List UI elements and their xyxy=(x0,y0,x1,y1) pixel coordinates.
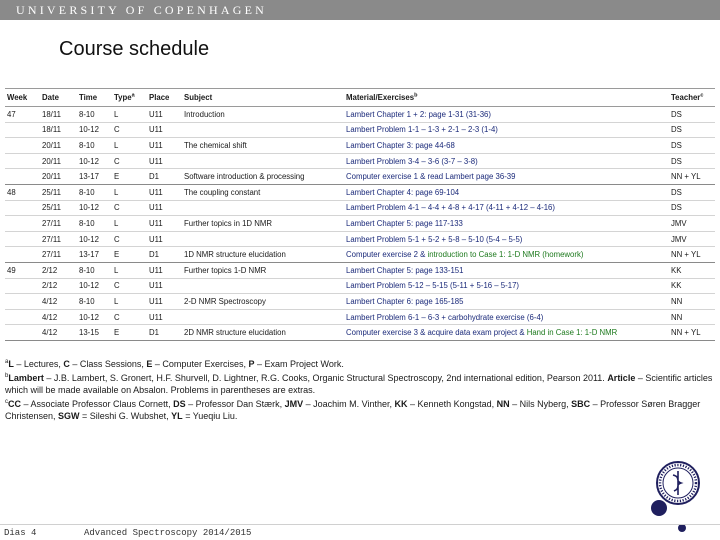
cell-week xyxy=(5,278,40,294)
cell-week xyxy=(5,200,40,216)
table-row xyxy=(5,309,715,325)
cell-date: 18/11 xyxy=(40,107,77,123)
cell-type: L xyxy=(112,262,147,278)
cell-material xyxy=(344,262,669,278)
footnote-c-ds: DS xyxy=(173,398,186,409)
footnote-c-nn: NN xyxy=(496,398,510,409)
table-row xyxy=(5,278,715,294)
course-name: Advanced Spectroscopy 2014/2015 xyxy=(84,528,252,538)
cell-subject: The chemical shift xyxy=(182,138,344,154)
cell-week xyxy=(5,247,40,263)
cell-material xyxy=(344,247,669,263)
cell-week xyxy=(5,138,40,154)
footnote-a-e-text: – Computer Exercises, xyxy=(152,359,249,369)
material-text: Lambert Chapter 6: page 165-185 xyxy=(346,296,464,306)
cell-time: 8-10 xyxy=(77,262,112,278)
cell-place: U11 xyxy=(147,200,182,216)
col-header-type-label: Type xyxy=(114,93,132,102)
cell-material xyxy=(344,107,669,123)
footnote-c-nn-text: – Nils Nyberg, xyxy=(509,398,572,409)
cell-time: 13-17 xyxy=(77,169,112,185)
university-seal-icon xyxy=(655,460,701,506)
cell-place: U11 xyxy=(147,107,182,123)
material-text: Lambert Problem 6-1 – 6-3 + carbohydrate exercise (6-4) xyxy=(346,312,544,322)
homework-text: introduction to Case 1: 1-D NMR (homework) xyxy=(427,250,584,260)
col-header-time: Time xyxy=(77,89,112,107)
cell-type: L xyxy=(112,138,147,154)
material-text: Lambert Chapter 5: page 133-151 xyxy=(346,265,464,275)
cell-time: 10-12 xyxy=(77,231,112,247)
col-header-teacher-label: Teacher xyxy=(671,93,701,102)
col-header-type-sup: a xyxy=(131,92,135,99)
footnote-a-p-text: – Exam Project Work. xyxy=(254,359,344,369)
cell-date: 18/11 xyxy=(40,122,77,138)
footnote-a-e: E xyxy=(146,359,153,369)
footnote-b-lambert: Lambert xyxy=(8,372,44,383)
footnotes xyxy=(5,358,717,424)
footnote-c-cc: CC xyxy=(8,398,21,409)
footnote-c-yl: YL xyxy=(171,411,183,421)
cell-material xyxy=(344,153,669,169)
footnote-c-jmv: JMV xyxy=(284,398,304,409)
cell-place: U11 xyxy=(147,262,182,278)
cell-date: 2/12 xyxy=(40,278,77,294)
cell-place: D1 xyxy=(147,247,182,263)
cell-date: 27/11 xyxy=(40,231,77,247)
footnote-b-text2: – Scientific articles which will be made available on Absalon. Problems in parentheses are extras. xyxy=(5,372,713,395)
col-header-subject: Subject xyxy=(182,89,344,107)
footnote-c-marker: c xyxy=(5,398,8,405)
cell-type: E xyxy=(112,247,147,263)
cell-subject: Software introduction & processing xyxy=(182,169,344,185)
cell-time: 13-15 xyxy=(77,325,112,341)
footnote-b-marker: b xyxy=(5,372,9,379)
cell-week xyxy=(5,325,40,341)
cell-material xyxy=(344,169,669,185)
material-text: Computer exercise 3 & acquire data exam project & xyxy=(346,328,527,338)
col-header-material xyxy=(344,89,669,107)
cell-material xyxy=(344,309,669,325)
cell-type: E xyxy=(112,169,147,185)
cell-week: 48 xyxy=(5,184,40,200)
table-row xyxy=(5,107,715,123)
cell-material xyxy=(344,278,669,294)
top-banner xyxy=(0,0,720,20)
table-row xyxy=(5,247,715,263)
cell-subject: The coupling constant xyxy=(182,184,344,200)
cell-teacher: DS xyxy=(669,153,715,169)
material-text: Lambert Problem 4-1 – 4-4 + 4-8 + 4-17 (4-11 + 4-12 – 4-16) xyxy=(346,203,555,213)
footnote-c-sbc-text: – Professor Søren Bragger Christensen, xyxy=(5,398,701,421)
cell-week xyxy=(5,216,40,232)
cell-place: U11 xyxy=(147,309,182,325)
cell-teacher: NN xyxy=(669,309,715,325)
cell-type: C xyxy=(112,153,147,169)
col-header-date: Date xyxy=(40,89,77,107)
material-text: Lambert Problem 3-4 – 3-6 (3-7 – 3-8) xyxy=(346,156,478,166)
footnote-c-kk-text: – Kenneth Kongstad, xyxy=(407,398,497,409)
cell-subject xyxy=(182,122,344,138)
cell-week xyxy=(5,309,40,325)
cell-date: 20/11 xyxy=(40,138,77,154)
cell-week xyxy=(5,294,40,310)
cell-place: U11 xyxy=(147,278,182,294)
footnote-a-l: L xyxy=(8,359,14,369)
cell-type: C xyxy=(112,309,147,325)
material-text: Lambert Chapter 1 + 2: page 1-31 (31-36) xyxy=(346,109,491,119)
footnote-c-sgw-text: = Sileshi G. Wubshet, xyxy=(79,411,172,421)
cell-teacher: DS xyxy=(669,138,715,154)
cell-place: U11 xyxy=(147,153,182,169)
table-header-row xyxy=(5,89,715,107)
table-row xyxy=(5,216,715,232)
cell-time: 8-10 xyxy=(77,107,112,123)
table-row xyxy=(5,122,715,138)
col-header-teacher-sup: c xyxy=(700,92,704,99)
cell-place: U11 xyxy=(147,231,182,247)
table-row xyxy=(5,138,715,154)
cell-type: L xyxy=(112,184,147,200)
table-row xyxy=(5,184,715,200)
table-row xyxy=(5,153,715,169)
cell-teacher: DS xyxy=(669,200,715,216)
cell-type: L xyxy=(112,216,147,232)
table-row xyxy=(5,200,715,216)
cell-week xyxy=(5,231,40,247)
material-text: Lambert Problem 5-1 + 5-2 + 5-8 – 5-10 (5-4 – 5-5) xyxy=(346,234,523,244)
cell-week xyxy=(5,122,40,138)
footnote-c-yl-text: = Yueqiu Liu. xyxy=(182,411,238,421)
cell-material xyxy=(344,184,669,200)
cell-type: C xyxy=(112,122,147,138)
material-text: Lambert Chapter 5: page 117-133 xyxy=(346,218,463,228)
cell-date: 2/12 xyxy=(40,262,77,278)
cell-week: 49 xyxy=(5,262,40,278)
schedule-table xyxy=(5,88,715,341)
cell-material xyxy=(344,325,669,341)
footer-divider xyxy=(0,524,720,525)
cell-material xyxy=(344,138,669,154)
cell-place: U11 xyxy=(147,184,182,200)
footnote-b xyxy=(5,372,717,397)
cell-date: 25/11 xyxy=(40,200,77,216)
cell-teacher: KK xyxy=(669,262,715,278)
footnote-a-p: P xyxy=(248,359,255,369)
col-header-material-label: Material/Exercises xyxy=(346,93,415,102)
cell-subject: 2D NMR structure elucidation xyxy=(182,325,344,341)
footnote-c-cc-text: – Associate Professor Claus Cornett, xyxy=(21,398,174,409)
table-row xyxy=(5,262,715,278)
cell-place: U11 xyxy=(147,122,182,138)
cell-subject: Introduction xyxy=(182,107,344,123)
cell-time: 8-10 xyxy=(77,216,112,232)
footnote-a-marker: a xyxy=(5,359,9,365)
cell-time: 10-12 xyxy=(77,153,112,169)
footnote-c-ds-text: – Professor Dan Stærk, xyxy=(185,398,285,409)
cell-place: U11 xyxy=(147,138,182,154)
cell-subject xyxy=(182,278,344,294)
cell-week xyxy=(5,153,40,169)
cell-time: 8-10 xyxy=(77,294,112,310)
cell-teacher: KK xyxy=(669,278,715,294)
cell-teacher: NN + YL xyxy=(669,247,715,263)
cell-date: 4/12 xyxy=(40,294,77,310)
cell-time: 10-12 xyxy=(77,200,112,216)
footnote-c-jmv-text: – Joachim M. Vinther, xyxy=(303,398,395,409)
cell-material xyxy=(344,122,669,138)
cell-type: E xyxy=(112,325,147,341)
footnote-a-c: C xyxy=(63,359,70,369)
slide-number: Dias 4 xyxy=(4,528,37,538)
cell-teacher: DS xyxy=(669,184,715,200)
cell-date: 20/11 xyxy=(40,169,77,185)
decorative-dot-large xyxy=(651,500,667,516)
cell-subject: 1D NMR structure elucidation xyxy=(182,247,344,263)
homework-text: Hand in Case 1: 1-D NMR xyxy=(526,328,618,338)
footnote-c-sbc: SBC xyxy=(571,398,591,409)
cell-time: 13-17 xyxy=(77,247,112,263)
cell-date: 4/12 xyxy=(40,325,77,341)
cell-material xyxy=(344,231,669,247)
cell-type: L xyxy=(112,107,147,123)
material-text: Lambert Problem 1-1 – 1-3 + 2-1 – 2-3 (1-4) xyxy=(346,125,498,135)
col-header-material-sup: b xyxy=(414,92,418,99)
footnote-b-article: Article xyxy=(607,372,636,383)
cell-time: 10-12 xyxy=(77,122,112,138)
material-text: Computer exercise 1 & read Lambert page 36-39 xyxy=(346,172,516,182)
cell-date: 27/11 xyxy=(40,216,77,232)
cell-subject: 2-D NMR Spectroscopy xyxy=(182,294,344,310)
material-text: Lambert Chapter 4: page 69-104 xyxy=(346,187,460,197)
table-row xyxy=(5,325,715,341)
schedule-body xyxy=(5,107,715,341)
cell-place: U11 xyxy=(147,294,182,310)
footnote-a-c-text: – Class Sessions, xyxy=(69,359,147,369)
footnote-c-sgw: SGW xyxy=(58,411,80,421)
decorative-dot-small xyxy=(678,524,686,532)
table-row xyxy=(5,294,715,310)
col-header-teacher xyxy=(669,89,715,107)
material-text: Lambert Problem 5-12 – 5-15 (5-11 + 5-16 – 5-17) xyxy=(346,281,519,291)
cell-date: 25/11 xyxy=(40,184,77,200)
cell-subject: Further topics 1-D NMR xyxy=(182,262,344,278)
cell-material xyxy=(344,294,669,310)
col-header-week: Week xyxy=(5,89,40,107)
cell-date: 27/11 xyxy=(40,247,77,263)
cell-subject: Further topics in 1D NMR xyxy=(182,216,344,232)
cell-place: D1 xyxy=(147,169,182,185)
cell-week: 47 xyxy=(5,107,40,123)
cell-teacher: NN + YL xyxy=(669,169,715,185)
footnote-c-kk: KK xyxy=(394,398,408,409)
cell-time: 8-10 xyxy=(77,138,112,154)
university-name: UNIVERSITY OF COPENHAGEN xyxy=(16,3,268,17)
cell-teacher: JMV xyxy=(669,216,715,232)
cell-teacher: NN xyxy=(669,294,715,310)
cell-time: 8-10 xyxy=(77,184,112,200)
footnote-b-text: – J.B. Lambert, S. Gronert, H.F. Shurvell, D. Lightner, R.G. Cooks, Organic Structural Spectroscopy, 2nd international edition, Pearson 2011. xyxy=(43,372,608,383)
cell-place: U11 xyxy=(147,216,182,232)
material-text: Lambert Chapter 3: page 44-68 xyxy=(346,140,455,150)
cell-type: C xyxy=(112,231,147,247)
cell-date: 4/12 xyxy=(40,309,77,325)
table-row xyxy=(5,231,715,247)
table-row xyxy=(5,169,715,185)
col-header-place: Place xyxy=(147,89,182,107)
cell-type: C xyxy=(112,200,147,216)
cell-material xyxy=(344,200,669,216)
cell-subject xyxy=(182,309,344,325)
cell-subject xyxy=(182,231,344,247)
cell-teacher: DS xyxy=(669,122,715,138)
cell-teacher: DS xyxy=(669,107,715,123)
slide-title: Course schedule xyxy=(59,38,210,60)
cell-place: D1 xyxy=(147,325,182,341)
footnote-c xyxy=(5,398,717,423)
cell-time: 10-12 xyxy=(77,309,112,325)
cell-subject xyxy=(182,153,344,169)
cell-type: C xyxy=(112,278,147,294)
cell-teacher: JMV xyxy=(669,231,715,247)
material-text: Computer exercise 2 & xyxy=(346,250,428,260)
footnote-a-l-text: – Lectures, xyxy=(13,359,64,369)
col-header-type xyxy=(112,89,147,107)
cell-type: L xyxy=(112,294,147,310)
cell-time: 10-12 xyxy=(77,278,112,294)
cell-teacher: NN + YL xyxy=(669,325,715,341)
cell-week xyxy=(5,169,40,185)
cell-date: 20/11 xyxy=(40,153,77,169)
cell-subject xyxy=(182,200,344,216)
cell-material xyxy=(344,216,669,232)
footnote-a xyxy=(5,358,717,371)
